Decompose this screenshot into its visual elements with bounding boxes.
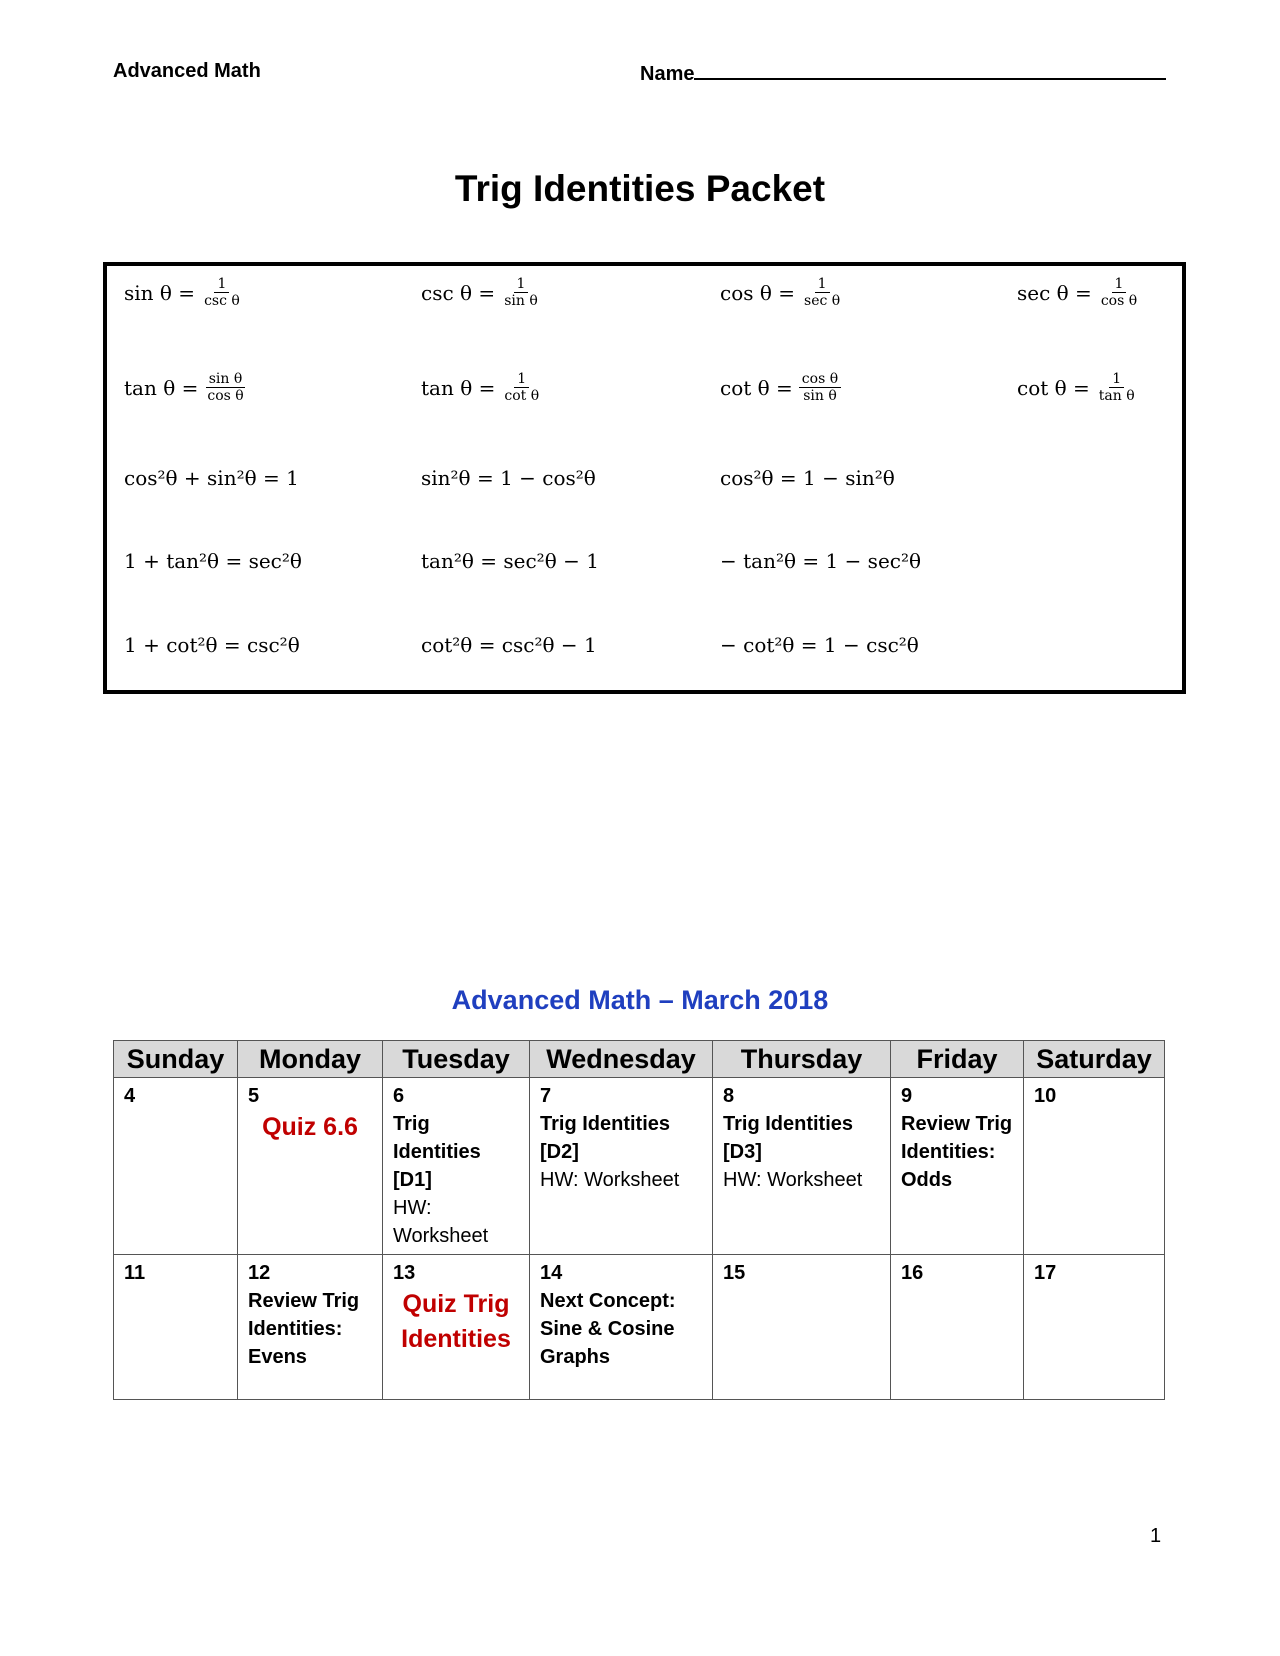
identity-csc-reciprocal bbox=[421, 276, 541, 309]
identities-box bbox=[103, 262, 1186, 694]
calendar-day-cell bbox=[383, 1255, 530, 1400]
fraction bbox=[501, 371, 542, 404]
day-number: 16 bbox=[901, 1262, 924, 1284]
fraction bbox=[801, 276, 843, 309]
day-number: 5 bbox=[248, 1085, 260, 1107]
day-number: 13 bbox=[393, 1262, 416, 1284]
identity-sec-reciprocal bbox=[1017, 276, 1140, 309]
calendar-week-row bbox=[114, 1255, 1165, 1400]
day-number: 14 bbox=[540, 1262, 563, 1284]
calendar-week-row bbox=[114, 1078, 1165, 1255]
fraction bbox=[501, 276, 541, 309]
calendar-day-cell bbox=[713, 1078, 891, 1255]
identity-lhs: csc θ = bbox=[421, 280, 496, 305]
numerator: 1 bbox=[514, 371, 529, 388]
name-label: Name bbox=[640, 63, 695, 85]
denominator: tan θ bbox=[1098, 388, 1135, 405]
calendar-day-cell bbox=[114, 1255, 238, 1400]
day-number: 7 bbox=[540, 1085, 552, 1107]
day-header-thursday: Thursday bbox=[713, 1041, 891, 1078]
lesson-title: Trig Identities [D3] bbox=[723, 1113, 854, 1163]
numerator: 1 bbox=[1109, 371, 1124, 388]
lesson-title: Trig Identities [D2] bbox=[540, 1113, 671, 1163]
lesson-title: Review Trig Identities: Evens bbox=[248, 1290, 360, 1368]
identity-lhs: cot θ = bbox=[1017, 375, 1090, 400]
calendar-table bbox=[113, 1040, 1165, 1400]
identity-tan-squared: tan²θ = sec²θ − 1 bbox=[421, 549, 599, 573]
fraction bbox=[1096, 371, 1138, 404]
calendar-day-cell bbox=[530, 1255, 713, 1400]
denominator: csc θ bbox=[204, 293, 240, 310]
denominator: cos θ bbox=[207, 388, 244, 405]
numerator: sin θ bbox=[206, 371, 246, 388]
calendar-day-cell bbox=[530, 1078, 713, 1255]
identity-cos-reciprocal bbox=[720, 276, 843, 309]
page-title: Trig Identities Packet bbox=[454, 168, 826, 209]
identity-neg-tan-squared: − tan²θ = 1 − sec²θ bbox=[720, 549, 922, 573]
identity-lhs: tan θ = bbox=[421, 375, 496, 400]
identity-cot-quotient bbox=[720, 371, 841, 404]
day-header-sunday: Sunday bbox=[114, 1041, 238, 1078]
lesson-title: Review Trig Identities: Odds bbox=[901, 1113, 1013, 1191]
denominator: sec θ bbox=[804, 293, 841, 310]
calendar-day-cell bbox=[114, 1078, 238, 1255]
page-number: 1 bbox=[1150, 1525, 1162, 1547]
calendar-title: Advanced Math – March 2018 bbox=[451, 985, 829, 1015]
identity-tan-quotient bbox=[124, 371, 247, 404]
calendar-day-cell bbox=[891, 1078, 1024, 1255]
identity-tan-reciprocal bbox=[421, 371, 542, 404]
course-label: Advanced Math bbox=[113, 60, 261, 82]
denominator: cot θ bbox=[504, 388, 540, 405]
denominator: cos θ bbox=[1100, 293, 1138, 310]
calendar-day-cell bbox=[891, 1255, 1024, 1400]
identity-cot-csc: 1 + cot²θ = csc²θ bbox=[124, 633, 300, 657]
calendar-day-cell bbox=[713, 1255, 891, 1400]
numerator: 1 bbox=[214, 276, 229, 293]
identity-cot-reciprocal bbox=[1017, 371, 1138, 404]
numerator: cos θ bbox=[799, 371, 841, 388]
day-number: 9 bbox=[901, 1085, 913, 1107]
calendar-header-row bbox=[114, 1041, 1165, 1078]
day-number: 8 bbox=[723, 1085, 735, 1107]
day-number: 11 bbox=[124, 1262, 146, 1284]
identity-tan-sec: 1 + tan²θ = sec²θ bbox=[124, 549, 302, 573]
calendar-day-cell bbox=[238, 1255, 383, 1400]
numerator: 1 bbox=[1112, 276, 1127, 293]
identity-lhs: sec θ = bbox=[1017, 280, 1092, 305]
day-header-saturday: Saturday bbox=[1024, 1041, 1165, 1078]
name-blank-line bbox=[694, 60, 1166, 80]
identity-pythagorean-sin: sin²θ = 1 − cos²θ bbox=[421, 466, 596, 490]
identity-neg-cot-squared: − cot²θ = 1 − csc²θ bbox=[720, 633, 919, 657]
calendar-day-cell bbox=[1024, 1255, 1165, 1400]
identity-lhs: cos θ = bbox=[720, 280, 796, 305]
day-header-wednesday: Wednesday bbox=[530, 1041, 713, 1078]
day-header-tuesday: Tuesday bbox=[383, 1041, 530, 1078]
day-number: 17 bbox=[1034, 1262, 1057, 1284]
day-number: 6 bbox=[393, 1085, 405, 1107]
day-number: 10 bbox=[1034, 1085, 1057, 1107]
quiz-label: Quiz 6.6 bbox=[262, 1113, 358, 1141]
denominator: sin θ bbox=[504, 293, 538, 310]
day-number: 15 bbox=[723, 1262, 746, 1284]
denominator: sin θ bbox=[803, 388, 837, 405]
identity-lhs: tan θ = bbox=[124, 375, 199, 400]
homework-note: HW: Worksheet bbox=[723, 1169, 863, 1191]
identity-lhs: sin θ = bbox=[124, 280, 196, 305]
day-number: 12 bbox=[248, 1262, 271, 1284]
day-header-monday: Monday bbox=[238, 1041, 383, 1078]
name-field bbox=[640, 60, 1166, 86]
identity-cot-squared: cot²θ = csc²θ − 1 bbox=[421, 633, 597, 657]
identity-sin-reciprocal bbox=[124, 276, 243, 309]
lesson-title: Next Concept: Sine & Cosine Graphs bbox=[540, 1290, 676, 1368]
numerator: 1 bbox=[514, 276, 529, 293]
day-number: 4 bbox=[124, 1085, 136, 1107]
calendar-day-cell bbox=[238, 1078, 383, 1255]
calendar-day-cell bbox=[1024, 1078, 1165, 1255]
calendar-day-cell bbox=[383, 1078, 530, 1255]
fraction bbox=[1098, 276, 1140, 309]
fraction bbox=[201, 276, 243, 309]
fraction bbox=[799, 371, 841, 404]
day-header-friday: Friday bbox=[891, 1041, 1024, 1078]
numerator: 1 bbox=[815, 276, 830, 293]
lesson-title: Trig Identities [D1] bbox=[393, 1113, 481, 1191]
homework-note: HW: Worksheet bbox=[393, 1197, 489, 1247]
quiz-label: Quiz Trig Identities bbox=[401, 1290, 511, 1353]
fraction bbox=[204, 371, 246, 404]
homework-note: HW: Worksheet bbox=[540, 1169, 680, 1191]
identity-lhs: cot θ = bbox=[720, 375, 793, 400]
identity-pythagorean: cos²θ + sin²θ = 1 bbox=[124, 466, 299, 490]
identity-pythagorean-cos: cos²θ = 1 − sin²θ bbox=[720, 466, 895, 490]
